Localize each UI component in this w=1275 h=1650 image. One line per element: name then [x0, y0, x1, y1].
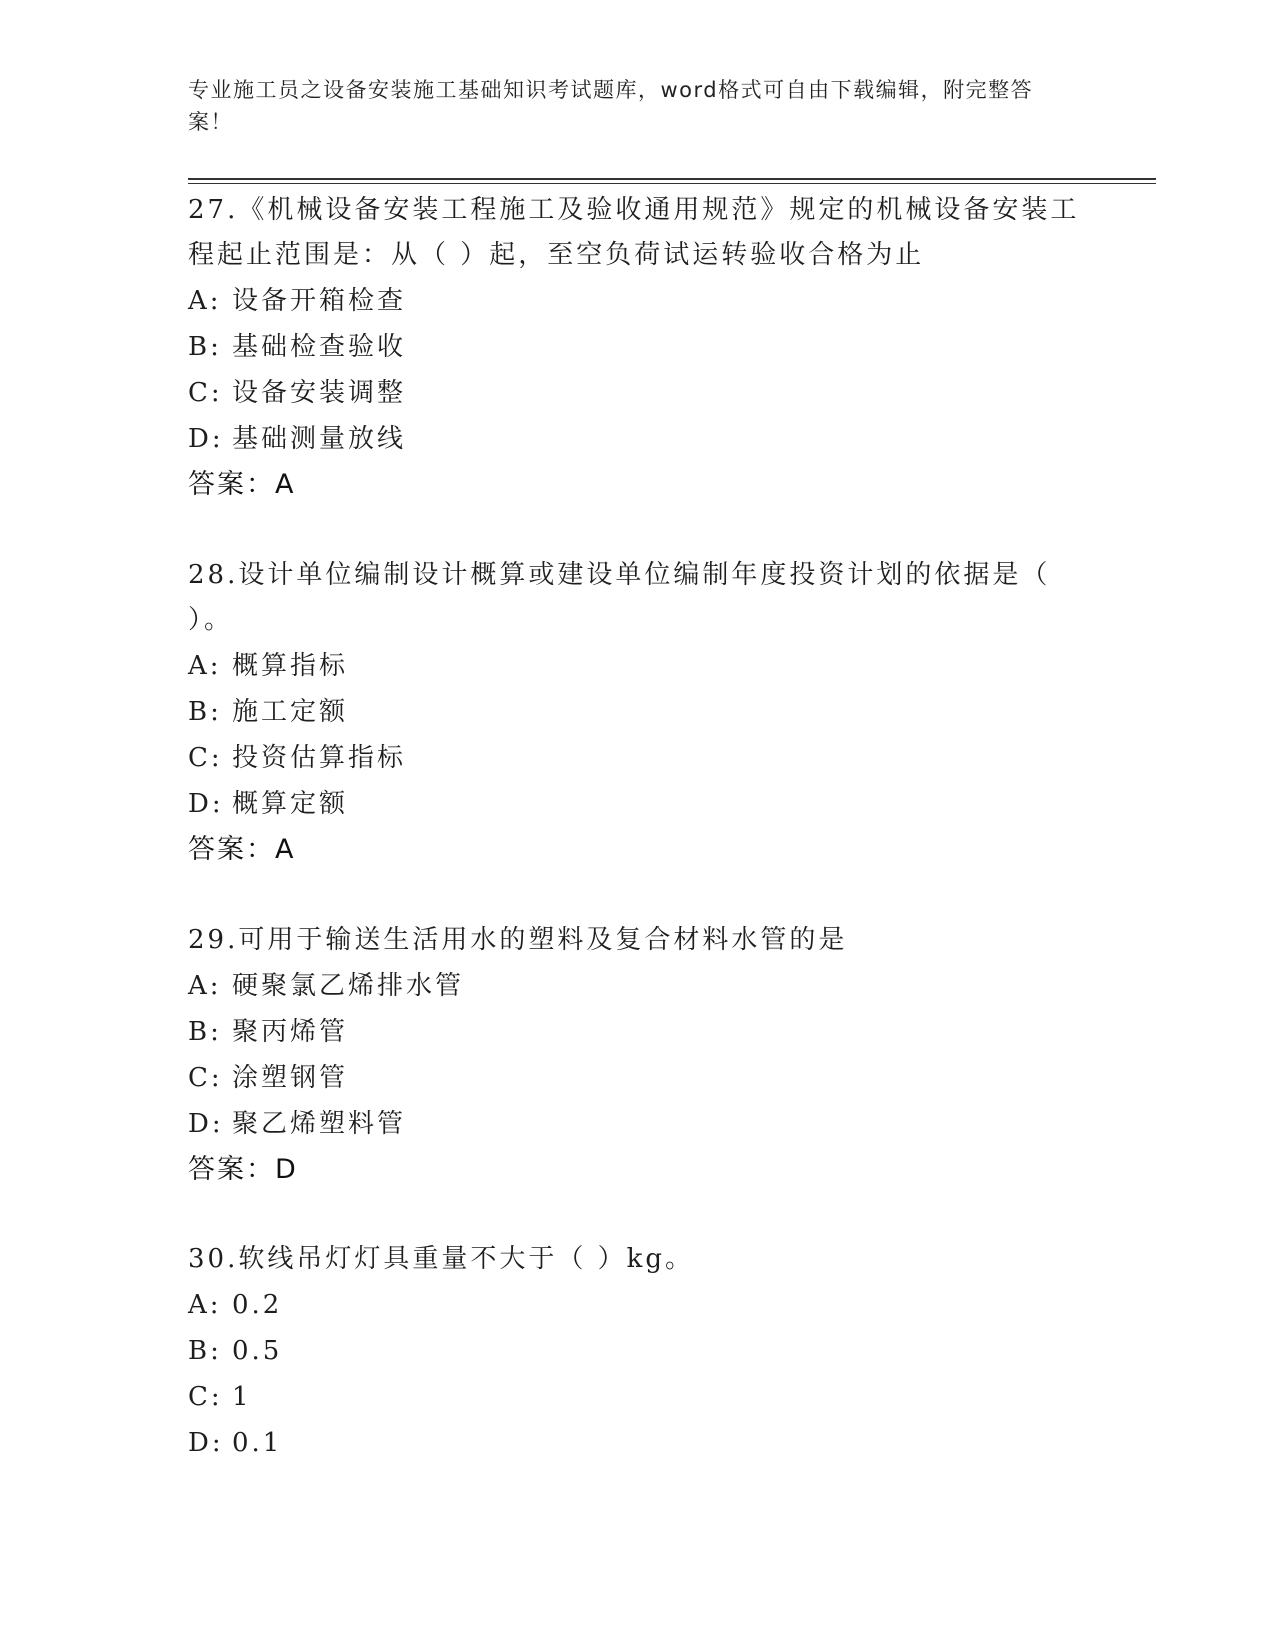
question-stem: 28.设计单位编制设计概算或建设单位编制年度投资计划的依据是（ ）。: [188, 560, 1051, 635]
option-key: D:: [188, 1428, 224, 1458]
option-text: 0.5: [232, 1336, 283, 1366]
option-a: [188, 278, 1088, 324]
option-text: 硬聚氯乙烯排水管: [232, 971, 465, 1001]
question-stem: 27.《机械设备安装工程施工及验收通用规范》规定的机械设备安装工程起止范围是：从（ ）起，至空负荷试运转验收合格为止: [188, 195, 1080, 270]
option-key: A:: [188, 286, 222, 316]
option-key: B:: [188, 1336, 222, 1366]
option-key: C:: [188, 1063, 223, 1093]
option-key: D:: [188, 424, 224, 454]
option-text: 基础检查验收: [232, 332, 407, 362]
question-stem: 29.可用于输送生活用水的塑料及复合材料水管的是: [188, 925, 848, 955]
option-c: [188, 370, 1088, 416]
option-text: 设备安装调整: [232, 378, 407, 408]
option-key: B:: [188, 332, 222, 362]
option-d: [188, 781, 1088, 827]
answer-line: 答案：D: [188, 1154, 298, 1185]
option-key: C:: [188, 1382, 223, 1412]
option-text: 概算定额: [232, 789, 349, 819]
option-key: A:: [188, 651, 222, 681]
option-key: B:: [188, 697, 222, 727]
option-text: 聚丙烯管: [232, 1017, 349, 1047]
option-text: 施工定额: [232, 697, 349, 727]
answer-line: 答案：A: [188, 469, 296, 500]
option-text: 概算指标: [232, 651, 349, 681]
answer-line: 答案：A: [188, 834, 296, 865]
option-key: C:: [188, 378, 223, 408]
option-b: [188, 689, 1088, 735]
option-d: [188, 416, 1088, 462]
option-key: D:: [188, 789, 224, 819]
option-text: 聚乙烯塑料管: [232, 1109, 407, 1139]
option-c: [188, 1055, 1088, 1101]
header-rule-thin: [188, 183, 1156, 184]
option-b: [188, 1328, 1088, 1374]
question-30: [188, 1237, 1088, 1466]
question-27: [188, 188, 1088, 508]
option-text: 基础测量放线: [232, 424, 407, 454]
option-text: 涂塑钢管: [232, 1063, 349, 1093]
option-a: [188, 1282, 1088, 1328]
question-stem: 30.软线吊灯灯具重量不大于（ ）kg。: [188, 1244, 695, 1274]
option-b: [188, 1009, 1088, 1055]
option-c: [188, 735, 1088, 781]
option-d: [188, 1420, 1088, 1466]
option-a: [188, 643, 1088, 689]
option-d: [188, 1101, 1088, 1147]
question-29: [188, 918, 1088, 1193]
option-key: A:: [188, 1290, 222, 1320]
option-a: [188, 963, 1088, 1009]
question-28: [188, 553, 1088, 873]
option-key: A:: [188, 971, 222, 1001]
option-key: C:: [188, 743, 223, 773]
option-text: 0.2: [232, 1290, 283, 1320]
header-rule-thick: [188, 178, 1156, 180]
option-text: 1: [232, 1382, 252, 1412]
option-c: [188, 1374, 1088, 1420]
option-text: 0.1: [232, 1428, 283, 1458]
option-b: [188, 324, 1088, 370]
option-key: B:: [188, 1017, 222, 1047]
document-header: 专业施工员之设备安装施工基础知识考试题库，word格式可自由下载编辑，附完整答案！: [188, 78, 1034, 134]
option-text: 设备开箱检查: [232, 286, 407, 316]
option-key: D:: [188, 1109, 224, 1139]
option-text: 投资估算指标: [232, 743, 407, 773]
